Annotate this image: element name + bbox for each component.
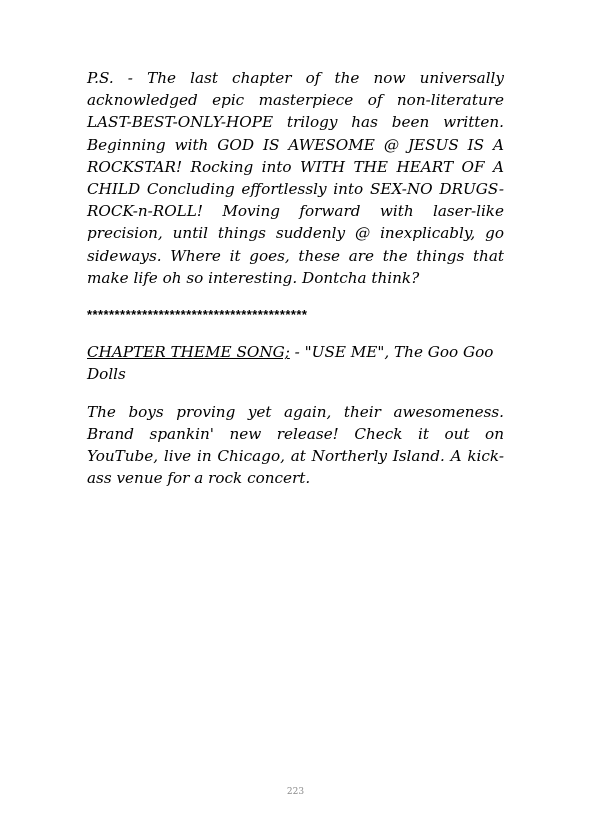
theme-song-label: CHAPTER THEME SONG; xyxy=(87,343,290,362)
page-number: 223 xyxy=(286,787,305,797)
theme-song-dash: - xyxy=(289,343,305,362)
body-text xyxy=(87,67,504,504)
chapter-theme-song xyxy=(87,341,504,385)
ps-paragraph: P.S. - The last chapter of the now universally acknowledged epic masterpiece of non-literature LAST-BEST-ONLY-HOPE trilogy has been written. Beginning with GOD IS AWESOME @ JESUS IS A ROCKSTAR! Rocking into WITH THE HEART OF A CHILD Concluding effortlessly into SEX-NO DRUGS-ROCK-n-ROLL! Moving forward with laser-like precision, until things suddenly @ inexplicably, go sideways. Where it goes, these are the things that make life oh so interesting. Dontcha think? xyxy=(87,69,504,287)
separator-line: **************************************** xyxy=(87,307,308,323)
closing-paragraph: The boys proving yet again, their awesomeness. Brand spankin' new release! Check it out on YouTube, live in Chicago, at Northerly Island. A kick-ass venue for a rock concert. xyxy=(87,402,504,488)
theme-song-title: "USE ME", The Goo Goo Dolls xyxy=(87,343,494,384)
